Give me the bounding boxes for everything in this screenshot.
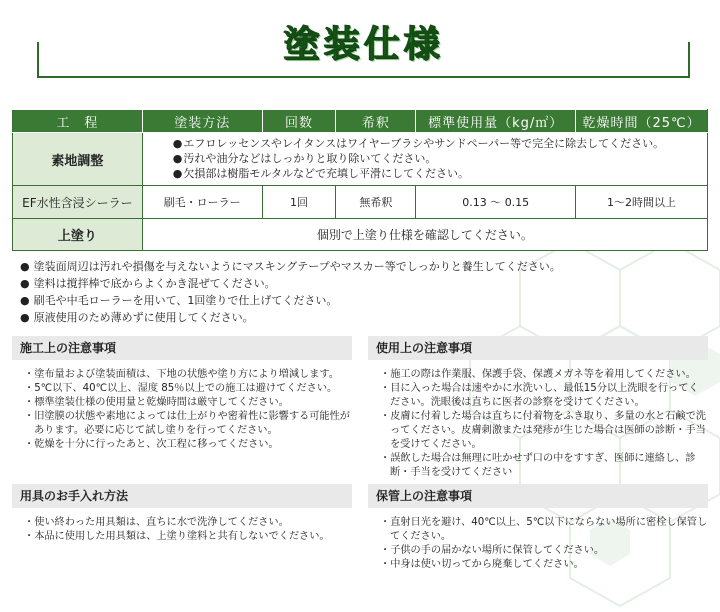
page-title: 塗装仕様 [261,16,465,67]
list-item: ・ 直射日光を避け、40℃以上、5℃以下にならない場所に密栓し保管してください。 [380,516,708,544]
tool-care-section [12,484,352,544]
list-item: ・ 5℃以下、40℃以上、湿度 85％以上での施工は避けてください。 [24,382,352,396]
list-item: ・ 誤飲した場合は無理に吐かせず口の中をすすぎ、医師に連絡し、診断・手当を受けてください [380,452,708,480]
row-label-prep: 素地調整 [13,133,143,186]
general-note: ● 刷毛や中毛ローラーを用いて、1回塗りで仕上げてください。 [20,292,561,309]
prep-notes [142,133,707,186]
section-title: 保管上の注意事項 [368,484,708,508]
section-list [12,360,352,452]
list-item: ・ 施工の際は作業服、保護手袋、保護メガネ等を着用してください。 [380,368,708,382]
prep-note: ● エフロレッセンスやレイタンスはワイヤーブラシやサンドペーパー等で完全に除去してください。 [173,136,699,151]
section-list [12,508,352,544]
header-usage: 標準使用量（kg/㎡） [416,110,576,133]
table-row-topcoat [13,219,708,251]
table-header-row [13,110,708,133]
table-row-prep [13,133,708,186]
table-row-sealer [13,186,708,219]
sealer-method: 刷毛・ローラー [142,186,262,219]
list-item: ・ 本品に使用した用具類は、上塗り塗料と共有しないでください。 [24,530,352,544]
list-item: ・ 旧塗膜の状態や素地によっては仕上がりや密着性に影響する可能性があります。必要に応じて試し塗りを行ってください。 [24,410,352,438]
construction-precautions [12,336,352,452]
section-title: 施工上の注意事項 [12,336,352,360]
list-item: ・ 中身は使い切ってから廃棄してください。 [380,558,708,572]
header-dilution: 希釈 [336,110,416,133]
list-item: ・ 子供の手の届かない場所に保管してください。 [380,544,708,558]
general-notes [20,258,561,326]
topcoat-note: 個別で上塗り仕様を確認してください。 [142,219,707,251]
storage-precautions [368,484,708,572]
header-drying: 乾燥時間（25℃） [576,110,708,133]
usage-precautions [368,336,708,480]
title-frame [37,14,690,78]
section-list [368,508,708,572]
general-note: ● 塗料は撹拌棒で底からよくかき混ぜてください。 [20,275,561,292]
sealer-drying: 1～2時間以上 [576,186,708,219]
general-note: ● 塗装面周辺は汚れや損傷を与えないようにマスキングテープやマスカー等でしっかりと養生してください。 [20,258,561,275]
coating-spec-table [12,109,708,251]
list-item: ・ 標準塗装仕様の使用量と乾燥時間は厳守してください。 [24,396,352,410]
row-label-sealer: EF水性含浸シーラー [13,186,143,219]
prep-note: ● 欠損部は樹脂モルタルなどで充填し平滑にしてください。 [173,166,699,181]
header-process: 工 程 [13,110,143,133]
list-item: ・ 目に入った場合は速やかに水洗いし、最低15分以上洗眼を行ってください。洗眼後は直ちに医者の診察を受けてください。 [380,382,708,410]
header-count: 回数 [262,110,336,133]
section-list [368,360,708,480]
prep-note: ● 汚れや油分などはしっかりと取り除いてください。 [173,151,699,166]
sealer-dilution: 無希釈 [336,186,416,219]
list-item: ・ 乾燥を十分に行ったあと、次工程に移ってください。 [24,438,352,452]
section-title: 用具のお手入れ方法 [12,484,352,508]
list-item: ・ 皮膚に付着した場合は直ちに付着物をふき取り、多量の水と石鹸で洗ってください。皮膚刺激または発疹が生じた場合は医師の診断・手当を受けてください。 [380,410,708,452]
general-note: ● 原液使用のため薄めずに使用してください。 [20,309,561,326]
list-item: ・ 使い終わった用具類は、直ちに水で洗浄してください。 [24,516,352,530]
list-item: ・ 塗布量および塗装面積は、下地の状態や塗り方により増減します。 [24,368,352,382]
section-title: 使用上の注意事項 [368,336,708,360]
sealer-count: 1回 [262,186,336,219]
row-label-topcoat: 上塗り [13,219,143,251]
sealer-usage: 0.13 ～ 0.15 [416,186,576,219]
header-method: 塗装方法 [142,110,262,133]
